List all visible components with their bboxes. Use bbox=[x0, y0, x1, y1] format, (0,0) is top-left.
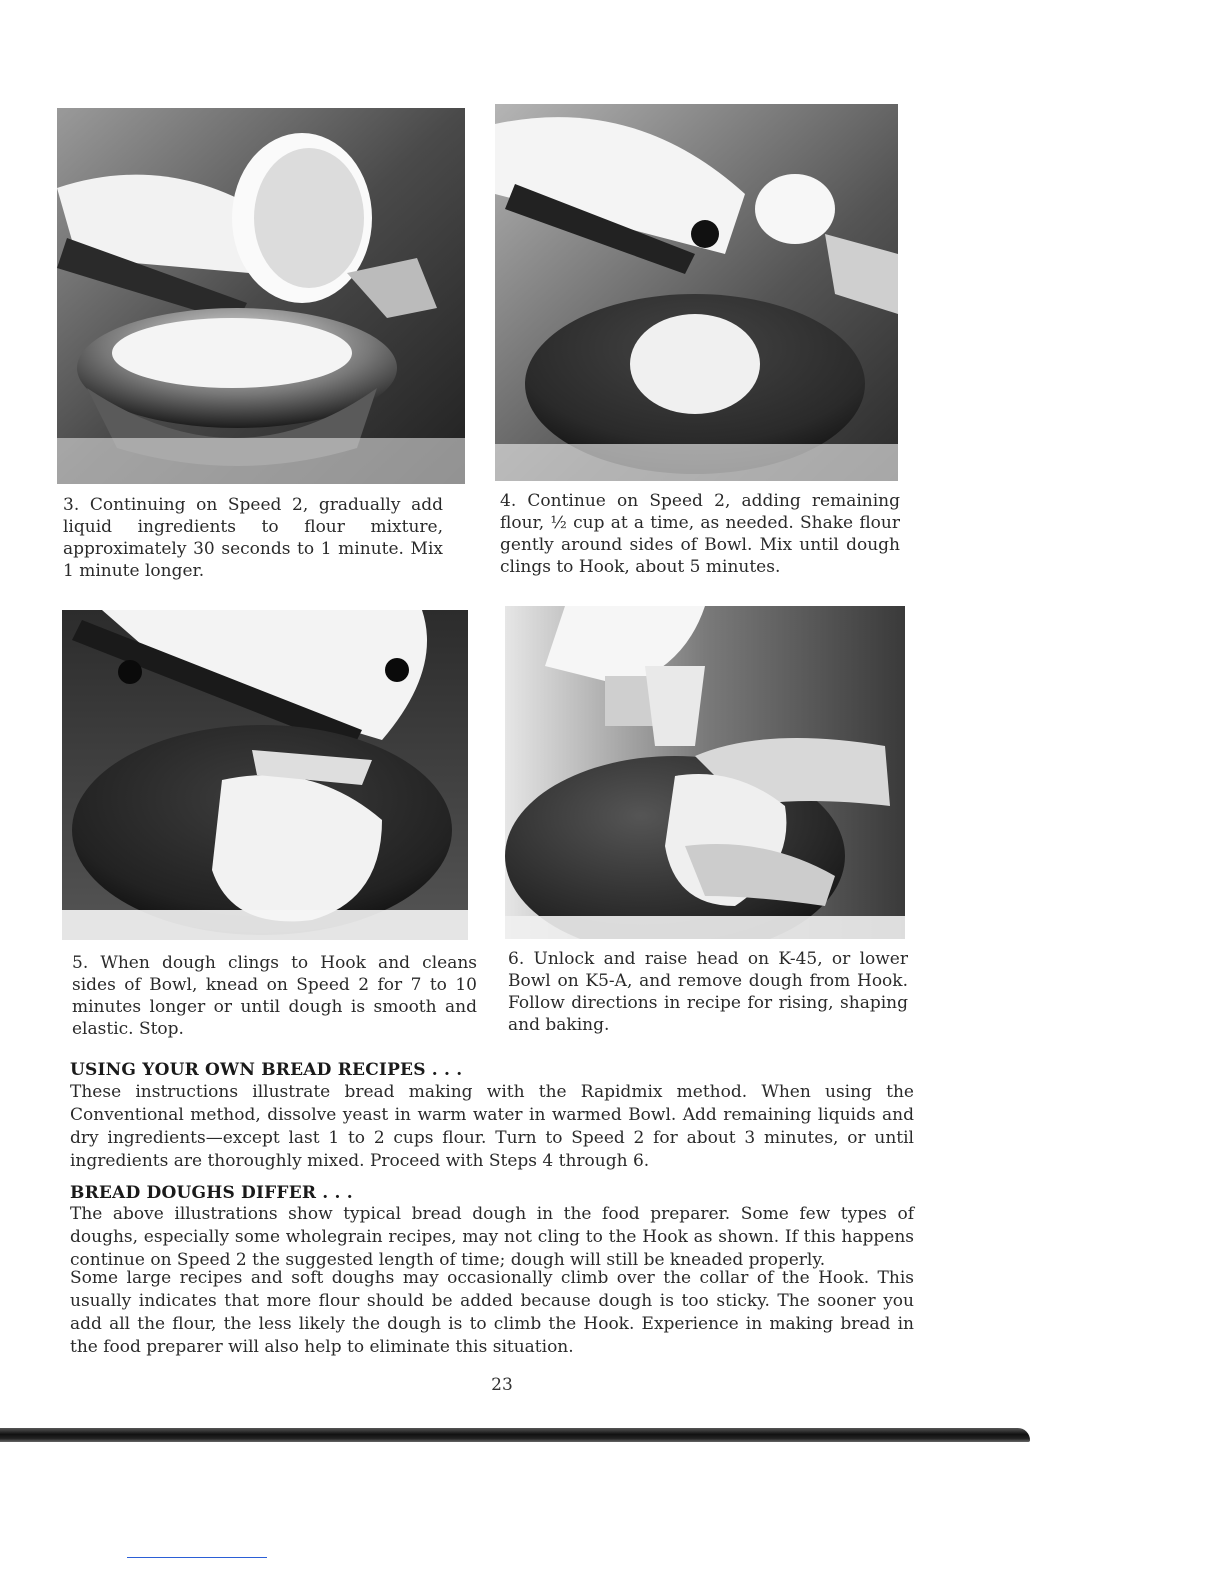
mixer-pouring-liquid-photo-icon bbox=[57, 108, 465, 484]
mixer-adding-flour-photo-icon bbox=[495, 104, 898, 481]
step-5-caption: 5. When dough clings to Hook and cleans sides of Bowl, knead on Speed 2 for 7 to 10 minutes longer or until dough is smooth and elastic. Stop. bbox=[72, 953, 477, 1039]
step-6-caption: 6. Unlock and raise head on K-45, or lower Bowl on K5-A, and remove dough from Hook. Follow directions in recipe for rising, shaping and baking. bbox=[508, 949, 908, 1035]
step-4-photo bbox=[495, 104, 898, 481]
step-3-caption: 3. Continuing on Speed 2, gradually add liquid ingredients to flour mixture, approximately 30 seconds to 1 minute. Mix 1 minute longer. bbox=[63, 495, 443, 581]
mixer-kneading-dough-photo-icon bbox=[62, 610, 468, 940]
blue-underline-divider bbox=[127, 1557, 267, 1558]
section-paragraph-doughs-differ-2: Some large recipes and soft doughs may occasionally climb over the collar of the Hook. This usually indicates that more flour should be added because dough is too sticky. The sooner you add all the flour, the less likely the dough is to climb the Hook. Experience in making bread in the food preparer will also help to eliminate this situation. bbox=[70, 1268, 914, 1357]
section-title-own-recipes: USING YOUR OWN BREAD RECIPES . . . bbox=[70, 1060, 463, 1080]
section-paragraph-own-recipes: These instructions illustrate bread making with the Rapidmix method. When using the Conventional method, dissolve yeast in warm water in warmed Bowl. Add remaining liquids and dry ingredients—except last 1 to 2 cups flour. Turn to Speed 2 for about 3 minutes, or until ingredients are thoroughly mixed. Proceed with Steps 4 through 6. bbox=[70, 1082, 914, 1171]
section-paragraph-doughs-differ-1: The above illustrations show typical bread dough in the food preparer. Some few types of doughs, especially some wholegrain recipes, may not cling to the Hook as shown. If this happens continue on Speed 2 the suggested length of time; dough will still be kneaded properly. bbox=[70, 1204, 914, 1270]
step-3-photo bbox=[57, 108, 465, 484]
bottom-rule-divider bbox=[0, 1428, 1030, 1442]
section-title-doughs-differ: BREAD DOUGHS DIFFER . . . bbox=[70, 1183, 353, 1203]
step-6-photo bbox=[505, 606, 905, 939]
page-number: 23 bbox=[491, 1375, 513, 1395]
step-5-photo bbox=[62, 610, 468, 940]
step-4-caption: 4. Continue on Speed 2, adding remaining flour, ½ cup at a time, as needed. Shake flour gently around sides of Bowl. Mix until dough clings to Hook, about 5 minutes. bbox=[500, 491, 900, 577]
hands-removing-dough-photo-icon bbox=[505, 606, 905, 939]
